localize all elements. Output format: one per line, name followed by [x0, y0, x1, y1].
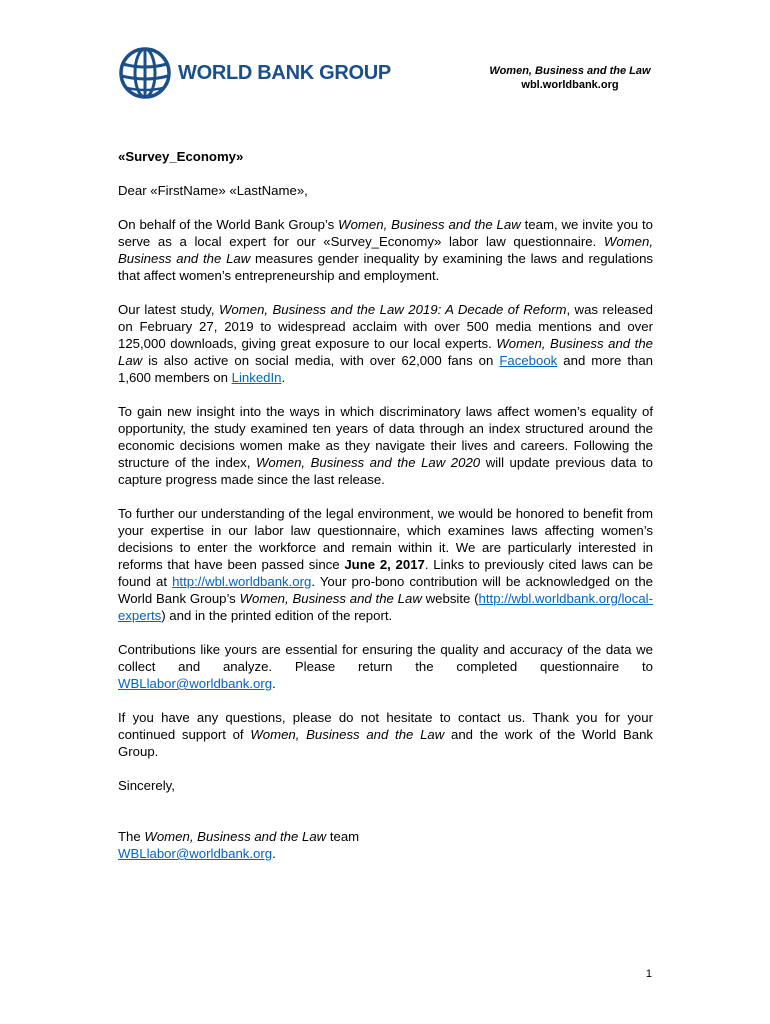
- wbl-website-link[interactable]: http://wbl.worldbank.org: [172, 574, 312, 589]
- paragraph-latest-study: Our latest study, Women, Business and the Law 2019: A Decade of Reform, was released on February 27, 2019 to widespread acclaim with over 500 media mentions and over 125,000 downloads, giving great exposure to our local experts. Women, Business and the Law is also active on social media, with over 62,000 fans on Facebook and more than 1,600 members on LinkedIn.: [118, 302, 654, 385]
- signature-block: The Women, Business and the Law team WBLlabor@worldbank.org.: [118, 829, 360, 861]
- letterhead-info: [470, 64, 670, 92]
- paragraph-invitation: On behalf of the World Bank Group’s Women, Business and the Law team, we invite you to serve as a local expert for our «Survey_Economy» labor law questionnaire. Women, Business and the Law measures gender inequality by examining the laws and regulations that affect women’s entrepreneurship and employment.: [118, 217, 653, 283]
- email-link[interactable]: WBLlabor@worldbank.org: [118, 676, 273, 691]
- letter-body: [118, 148, 653, 862]
- paragraph-insight: To gain new insight into the ways in which discriminatory laws affect women’s equality of opportunity, the study examined ten years of data through an index structured around the economic decisions women make as they navigate their lives and careers. Following the structure of the index, Women, Business and the Law 2020 will update previous data to capture progress made since the last release.: [118, 404, 654, 487]
- signature-email-link[interactable]: WBLlabor@worldbank.org: [118, 846, 273, 861]
- program-name: Women, Business and the Law: [489, 65, 651, 77]
- program-website: wbl.worldbank.org: [521, 79, 619, 91]
- signature-team: The Women, Business and the Law team: [118, 829, 360, 844]
- facebook-link[interactable]: Facebook: [499, 353, 558, 368]
- paragraph-contributions: Contributions like yours are essential for ensuring the quality and accuracy of the data we collect and analyze. Please return the completed questionnaire to WBLlabor@worldbank.org.: [118, 642, 653, 691]
- page-number: 1: [645, 968, 652, 980]
- logo-text: WORLD BANK GROUP: [178, 62, 391, 84]
- salutation: Dear «FirstName» «LastName»,: [118, 183, 308, 198]
- world-bank-group-logo: [118, 46, 391, 100]
- paragraph-questions: If you have any questions, please do not hesitate to contact us. Thank you for your continued support of Women, Business and the Law and the work of the World Bank Group.: [118, 710, 653, 759]
- paragraph-expertise: To further our understanding of the legal environment, we would be honored to benefit from your expertise in our labor law questionnaire, which examines laws affecting women’s decisions to enter the workforce and remain within it. We are particularly interested in reforms that have been passed since June 2, 2017. Links to previously cited laws can be found at http://wbl.worldbank.org. Your pro-bono contribution will be acknowledged on the World Bank Group’s Women, Business and the Law website (http://wbl.worldbank.org/local-experts) and in the printed edition of the report.: [118, 506, 653, 623]
- local-experts-link[interactable]: http://wbl.worldbank.org/local-experts: [118, 591, 653, 623]
- globe-icon: [118, 46, 172, 100]
- linkedin-link[interactable]: LinkedIn: [231, 370, 282, 385]
- closing: Sincerely,: [118, 778, 175, 793]
- subject-line: «Survey_Economy»: [118, 149, 244, 164]
